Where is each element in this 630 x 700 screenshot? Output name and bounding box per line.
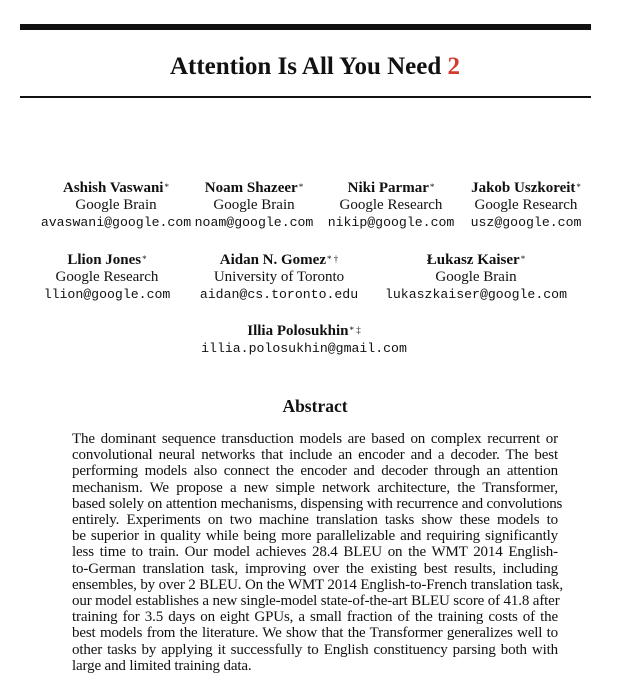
author-mark: * ‡ [349,325,361,335]
author-email: avaswani@google.com [40,215,192,230]
abstract-line: large and limited training data. [72,657,252,674]
abstract-line: based solely on attention mechanisms, dispensing with recurrence and convolutions [72,495,563,512]
abstract-line: our model establishes a new single-model state-of-the-art BLEU score of 41.8 after [72,593,560,610]
author-email: aidan@cs.toronto.edu [199,287,359,302]
author-block [200,251,358,303]
abstract-line: other tasks by applying it successfully to English constituency parsing both with [72,641,558,658]
author-block [44,251,171,303]
author-block [385,251,567,303]
abstract-line: performing models also connect the encoder and decoder through an attention [72,463,558,480]
author-email: nikip@google.com [327,215,455,230]
author-mark: * [576,182,581,192]
title-number: 2 [447,53,461,80]
author-name: Aidan N. Gomez [219,252,326,268]
author-mark: * [429,182,435,192]
author-affiliation: University of Toronto [213,269,345,285]
abstract-heading: Abstract [282,396,348,416]
author-name: Illia Polosukhin [247,323,349,339]
author-mark: * † [327,254,339,264]
author-mark: * [142,254,147,264]
top-rule [20,24,591,30]
author-name: Llion Jones [67,252,142,268]
abstract-line: mechanism. We propose a new simple network architecture, the Transformer, [72,479,558,496]
author-name: Niki Parmar [347,180,429,196]
bottom-rule [20,96,591,98]
abstract-line: The dominant sequence transduction models are based on complex recurrent or [72,431,558,447]
author-block [471,179,582,231]
paper-title-text: Attention Is All You Need [169,53,442,80]
author-name: Ashish Vaswani [63,180,164,196]
author-mark: * [164,182,169,192]
author-affiliation: Google Research [339,197,443,213]
author-email: illia.polosukhin@gmail.com [201,341,407,356]
abstract-line: be superior in quality while being more parallelizable and requiring significantly [72,528,558,545]
author-affiliation: Google Brain [75,197,157,213]
paper-title [0,50,630,84]
author-affiliation: Google Research [474,197,578,213]
author-mark: * [298,182,304,192]
abstract-line: best models from the literature. We show that the Transformer generalizes well to [72,625,558,642]
author-email: noam@google.com [194,215,314,230]
author-affiliation: Google Research [55,269,159,285]
author-email: lukaszkaiser@google.com [384,287,568,302]
author-affiliation: Google Brain [213,197,295,213]
author-name: Łukasz Kaiser [426,252,520,268]
abstract-line: to-German translation task, improving over the existing best results, including [72,560,558,577]
author-block [328,179,455,231]
author-email: llion@google.com [43,287,171,302]
abstract-line: entirely. Experiments on two machine translation tasks show these models to [72,512,558,529]
abstract-line: convolutional neural networks that include an encoder and a decoder. The best [72,447,558,464]
author-email: usz@google.com [470,215,582,230]
abstract-line: ensembles, by over 2 BLEU. On the WMT 2014 English-to-French translation task, [72,576,563,593]
author-block [41,179,191,231]
author-affiliation: Google Brain [435,269,517,285]
abstract-line: training for 3.5 days on eight GPUs, a small fraction of the training costs of the [72,609,558,626]
author-name: Noam Shazeer [204,180,298,196]
author-block [201,322,407,357]
abstract-body [72,431,563,674]
abstract-line: less time to train. Our model achieves 28.4 BLEU on the WMT 2014 English- [72,544,558,561]
author-mark: * [520,254,526,264]
author-block [195,179,314,231]
author-name: Jakob Uszkoreit [471,180,576,196]
